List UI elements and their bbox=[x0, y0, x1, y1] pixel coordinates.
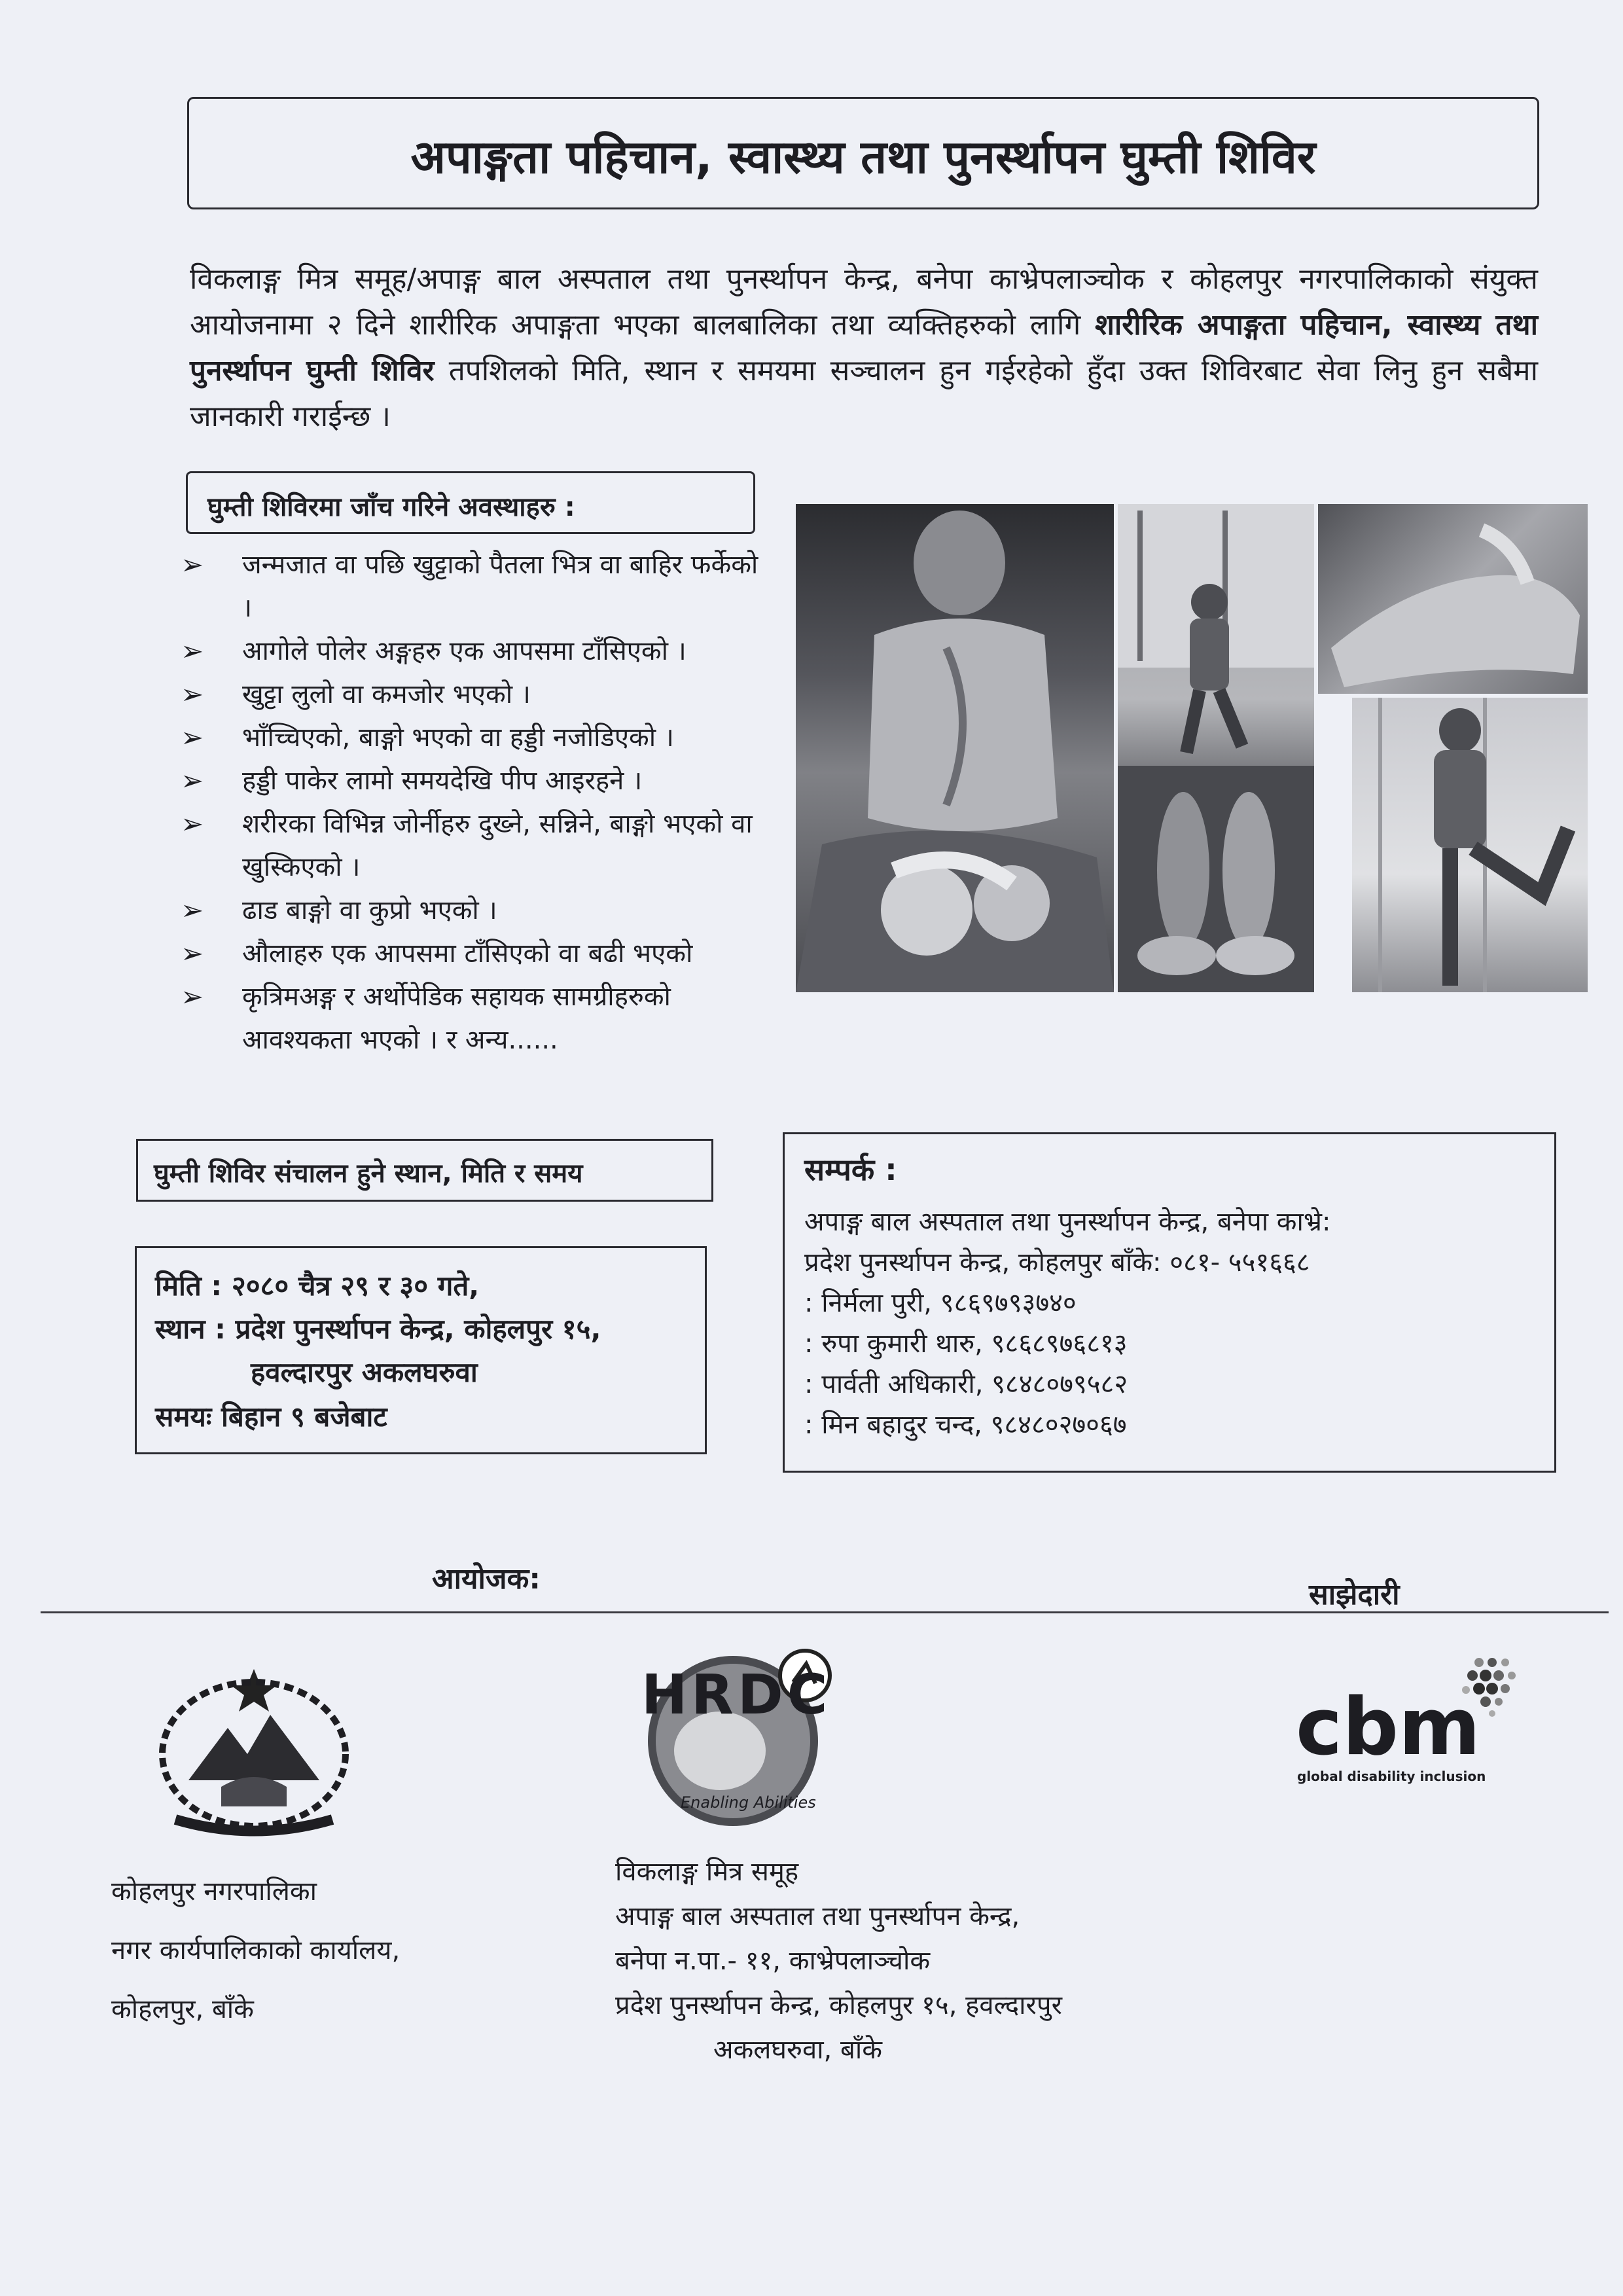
conditions-heading-box bbox=[186, 471, 755, 534]
condition-item: ➢ जन्मजात वा पछि खुट्टाको पैतला भित्र वा बाहिर फर्केको । bbox=[178, 543, 767, 630]
kohalpur-address-line: कोहलपुर, बाँके bbox=[111, 1994, 254, 2024]
contact-heading: सम्पर्क : bbox=[804, 1152, 897, 1187]
contact-line: : पार्वती अधिकारी, ९८४८०७९५८२ bbox=[804, 1369, 1128, 1399]
photo-collage bbox=[796, 504, 1588, 999]
page-title: अपाङ्गता पहिचान, स्वास्थ्य तथा पुनर्स्थापन घुम्ती शिविर bbox=[410, 130, 1316, 184]
intro-bold-text: शारीरिक अपाङ्गता पहिचान, स्वास्थ्य तथा पुनर्स्थापन घुम्ती शिविर bbox=[190, 308, 1539, 387]
condition-item: ➢ आगोले पोलेर अङ्गहरु एक आपसमा टाँसिएको । bbox=[178, 630, 767, 673]
leg-stretch-photo bbox=[1352, 698, 1588, 992]
arrow-bullet-icon: ➢ bbox=[181, 764, 204, 797]
condition-item: ➢ भाँच्चिएको, बाङ्गो भएको वा हड्डी नजोडिएको । bbox=[178, 716, 767, 759]
back-deformity-photo bbox=[796, 504, 1114, 992]
condition-item: ➢ कृत्रिमअङ्ग र अर्थोपेडिक सहायक सामग्रीहरुको आवश्यकता भएको । र अन्य...... bbox=[178, 975, 767, 1062]
contact-line: : रुपा कुमारी थारु, ९८६८९७६८१३ bbox=[804, 1329, 1128, 1359]
condition-item: ➢ औलाहरु एक आपसमा टाँसिएको वा बढी भएको bbox=[178, 932, 767, 975]
hrdc-logo bbox=[622, 1636, 844, 1833]
cbm-tagline: global disability inclusion bbox=[1297, 1768, 1486, 1784]
organizer-label: आयोजक: bbox=[432, 1562, 541, 1596]
nepal-government-emblem-icon bbox=[149, 1656, 359, 1846]
contact-line: प्रदेश पुनर्स्थापन केन्द्र, कोहलपुर बाँके: ०८१- ५५१६६८ bbox=[804, 1247, 1310, 1278]
cbm-text: cbm bbox=[1296, 1682, 1481, 1773]
contact-line: : मिन बहादुर चन्द, ९८४८०२७०६७ bbox=[804, 1410, 1127, 1440]
arrow-bullet-icon: ➢ bbox=[181, 808, 204, 840]
hrdc-tagline: Enabling Abilities bbox=[681, 1793, 816, 1812]
title-box bbox=[187, 97, 1539, 209]
conditions-list bbox=[178, 543, 767, 1062]
hand-burn-photo bbox=[1318, 504, 1588, 694]
partner-label: साझेदारी bbox=[1309, 1578, 1400, 1611]
schedule-box bbox=[135, 1246, 707, 1454]
time-line: समयः बिहान ९ बजेबाट bbox=[155, 1401, 387, 1433]
conditions-heading: घुम्ती शिविरमा जाँच गरिने अवस्थाहरु : bbox=[207, 492, 575, 522]
contact-box bbox=[783, 1132, 1556, 1473]
hrdc-address-line: विकलाङ्ग मित्र समूह bbox=[615, 1857, 799, 1887]
hrdc-address-line: अकलघरुवा, बाँके bbox=[713, 2035, 882, 2065]
condition-item: ➢ खुट्टा लुलो वा कमजोर भएको । bbox=[178, 673, 767, 716]
intro-paragraph bbox=[190, 257, 1538, 440]
intro-text-2: तपशिलको मिति, स्थान र समयमा सञ्चालन हुन गईरहेको हुँदा उक्त शिविरबाट सेवा लिनु हुन सबैमा जानकारी गराईन्छ । bbox=[190, 354, 1538, 433]
arrow-bullet-icon: ➢ bbox=[181, 548, 204, 581]
place-line: स्थान : प्रदेश पुनर्स्थापन केन्द्र, कोहलपुर १५, bbox=[155, 1313, 601, 1345]
hrdc-address-line: बनेपा न.पा.- ११, काभ्रेपलाञ्चोक bbox=[615, 1946, 931, 1976]
intro-text-1: विकलाङ्ग मित्र समूह/अपाङ्ग बाल अस्पताल तथा पुनर्स्थापन केन्द्र, बनेपा काभ्रेपलाञ्चोक र कोहलपुर नगरपालिकाको संयुक्त आयोजनामा २ दिने शारीरिक अपाङ्गता भएका बालबालिका तथा व्यक्तिहरुको लागि bbox=[190, 262, 1538, 342]
condition-item: ➢ हड्डी पाकेर लामो समयदेखि पीप आइरहने । bbox=[178, 759, 767, 802]
arrow-bullet-icon: ➢ bbox=[181, 635, 204, 667]
arrow-bullet-icon: ➢ bbox=[181, 678, 204, 710]
condition-item: ➢ शरीरका विभिन्न जोर्नीहरु दुख्ने, सन्निने, बाङ्गो भएको वा खुस्किएको । bbox=[178, 802, 767, 889]
kohalpur-address-line: नगर कार्यपालिकाको कार्यालय, bbox=[111, 1935, 401, 1965]
hrdc-address-line: अपाङ्ग बाल अस्पताल तथा पुनर्स्थापन केन्द्र, bbox=[615, 1901, 1020, 1931]
hrdc-text: HRDC bbox=[641, 1662, 832, 1727]
place-line-2: हवल्दारपुर अकलघरुवा bbox=[251, 1356, 478, 1388]
cbm-logo bbox=[1296, 1643, 1544, 1784]
divider bbox=[41, 1611, 1609, 1613]
child-walking-photo bbox=[1118, 504, 1314, 992]
hrdc-address-line: प्रदेश पुनर्स्थापन केन्द्र, कोहलपुर १५, हवल्दारपुर bbox=[615, 1990, 1062, 2020]
arrow-bullet-icon: ➢ bbox=[181, 980, 204, 1013]
contact-line: : निर्मला पुरी, ९८६९७९३७४० bbox=[804, 1288, 1077, 1318]
arrow-bullet-icon: ➢ bbox=[181, 721, 204, 753]
venue-heading-box bbox=[136, 1139, 713, 1202]
venue-heading: घुम्ती शिविर संचालन हुने स्थान, मिति र समय bbox=[154, 1158, 583, 1189]
arrow-bullet-icon: ➢ bbox=[181, 937, 204, 969]
condition-item: ➢ ढाड बाङ्गो वा कुप्रो भएको । bbox=[178, 889, 767, 932]
date-line: मिति : २०८० चैत्र २९ र ३० गते, bbox=[155, 1270, 480, 1302]
contact-line: अपाङ्ग बाल अस्पताल तथा पुनर्स्थापन केन्द्र, बनेपा काभ्रे: bbox=[804, 1207, 1331, 1237]
arrow-bullet-icon: ➢ bbox=[181, 894, 204, 926]
kohalpur-address-line: कोहलपुर नगरपालिका bbox=[111, 1876, 317, 1907]
